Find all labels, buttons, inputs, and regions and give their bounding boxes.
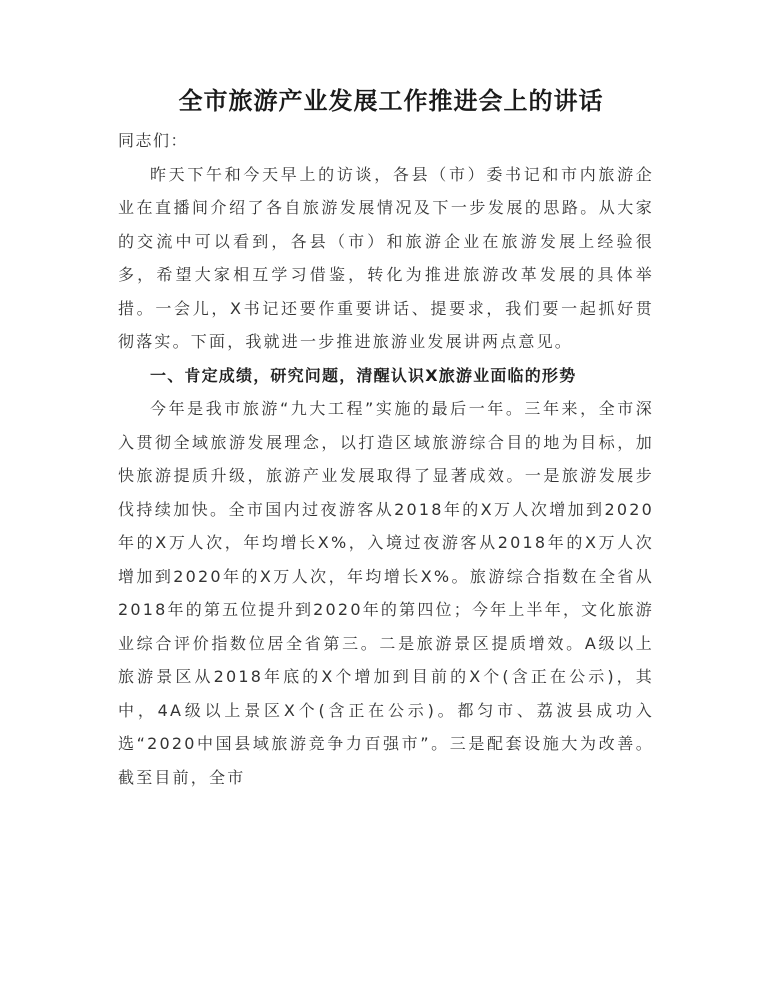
document-page [118,78,654,794]
paragraph-intro: 昨天下午和今天早上的访谈，各县（市）委书记和市内旅游企业在直播间介绍了各自旅游发展情况及下一步发展的思路。从大家的交流中可以看到，各县（市）和旅游企业在旅游发展上经验很多，希望大家相互学习借鉴，转化为推进旅游改革发展的具体举措。一会儿，X书记还要作重要讲话、提要求，我们要一起抓好贯彻落实。下面，我就进一步推进旅游业发展讲两点意见。 [118,164,654,351]
document-title: 全市旅游产业发展工作推进会上的讲话 [178,87,604,115]
salutation: 同志们： [118,131,189,150]
paragraph-achievements: 今年是我市旅游“九大工程”实施的最后一年。三年来，全市深入贯彻全域旅游发展理念，以打造区域旅游综合目的地为目标，加快旅游提质升级，旅游产业发展取得了显著成效。一是旅游发展步伐持续加快。全市国内过夜游客从2018年的X万人次增加到2020年的X万人次，年均增长X%，入境过夜游客从2018年的X万人次增加到2020年的X万人次，年均增长X%。旅游综合指数在全省从2018年的第五位提升到2020年的第四位；今年上半年，文化旅游业综合评价指数位居全省第三。二是旅游景区提质增效。A级以上旅游景区从2018年底的X个增加到目前的X个(含正在公示)，其中，4A级以上景区X个(含正在公示)。都匀市、荔波县成功入选“2020中国县域旅游竞争力百强市”。三是配套设施大为改善。截至目前，全市 [118,399,654,787]
section-heading-1: 一、肯定成绩，研究问题，清醒认识X旅游业面临的形势 [150,365,577,385]
